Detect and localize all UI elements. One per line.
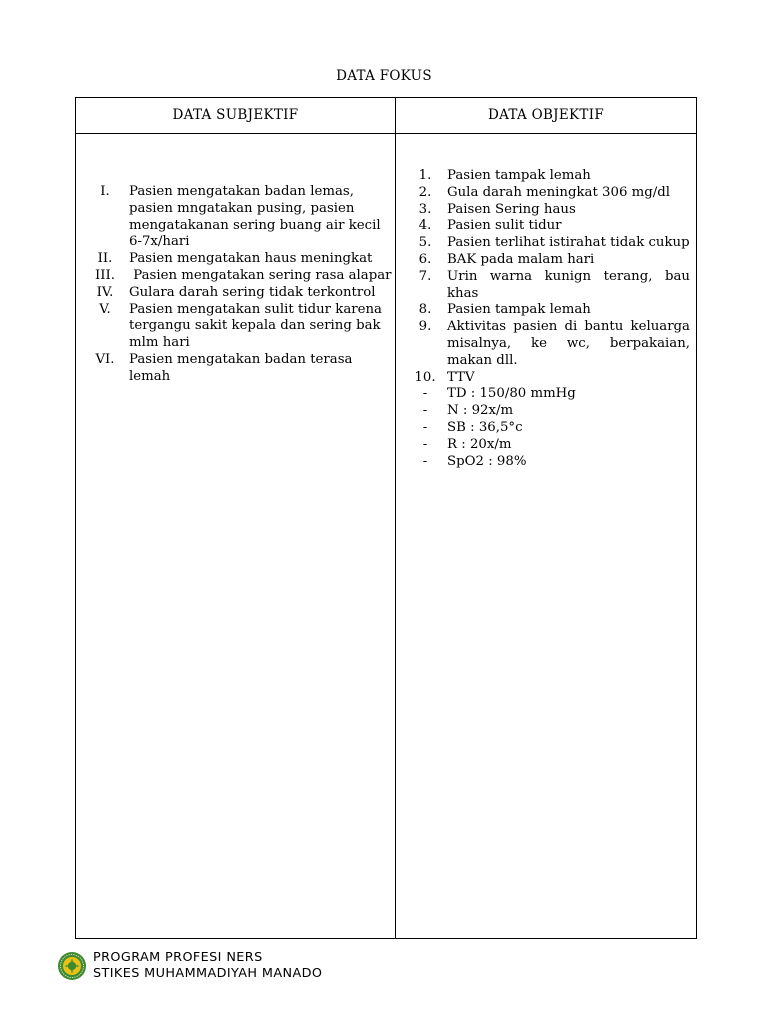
footer	[57, 949, 322, 983]
list-item-text: SB : 36,5°c	[447, 419, 523, 435]
list-item-text: Paisen Sering haus	[447, 201, 576, 217]
list-item-text: N : 92x/m	[447, 403, 514, 419]
list-item	[403, 302, 690, 319]
list-item	[403, 235, 690, 252]
list-item	[403, 386, 690, 403]
column-divider	[395, 98, 396, 938]
list-item-text: Pasien mengatakan haus meningkat	[129, 251, 373, 267]
list-item	[403, 202, 690, 219]
list-marker: 9.	[418, 319, 432, 335]
list-marker: III.	[95, 267, 115, 283]
list-marker: IV.	[96, 284, 114, 300]
list-item	[81, 302, 383, 352]
data-focus-table	[75, 97, 697, 939]
list-item	[403, 218, 690, 235]
list-marker: 1.	[418, 168, 432, 183]
list-marker: 7.	[418, 268, 432, 284]
list-item-text: TD : 150/80 mmHg	[447, 386, 576, 402]
list-item	[403, 403, 690, 420]
list-item-text: Pasien terlihat istirahat tidak cukup	[447, 235, 690, 251]
list-item	[81, 184, 383, 251]
list-item	[403, 437, 690, 454]
list-item-text: Aktivitas pasien di bantu keluarga misalnya, ke wc, berpakaian, makan dll.	[447, 319, 690, 368]
list-item	[81, 267, 392, 285]
list-item	[403, 454, 690, 471]
list-item-text: SpO2 : 98%	[447, 453, 527, 469]
list-item	[403, 185, 690, 202]
list-marker: VI.	[95, 351, 115, 367]
list-marker: -	[422, 453, 428, 469]
list-marker: 10.	[414, 369, 436, 385]
list-marker: 4.	[418, 218, 432, 234]
list-item-text: R : 20x/m	[447, 436, 512, 452]
list-marker: -	[422, 436, 428, 452]
list-item	[403, 252, 690, 269]
list-marker: II.	[97, 251, 113, 267]
list-marker: 3.	[418, 201, 432, 217]
list-marker: V.	[99, 301, 111, 317]
list-item-text: Pasien mengatakan badan lemas, pasien mngatakan pusing, pasien mengatakanan sering buang air kecil 6-7x/hari	[129, 184, 381, 250]
program-name: PROGRAM PROFESI NERS	[93, 950, 263, 965]
list-item	[403, 319, 690, 369]
list-marker: 2.	[418, 184, 432, 200]
list-item-text: Urin warna kunign terang, bau khas	[447, 268, 690, 301]
list-item	[81, 352, 383, 386]
list-marker: 8.	[418, 302, 432, 318]
list-marker: -	[422, 386, 428, 402]
list-marker: -	[422, 419, 428, 435]
objective-list	[403, 168, 690, 470]
institution-name: STIKES MUHAMMADIYAH MANADO	[93, 966, 323, 981]
list-item-text: BAK pada malam hari	[447, 251, 595, 267]
page-title: DATA FOKUS	[336, 68, 432, 84]
subjective-column-header: DATA SUBJEKTIF	[172, 107, 299, 123]
objective-column-header: DATA OBJEKTIF	[487, 107, 605, 123]
list-item-text: Pasien sulit tidur	[447, 218, 562, 234]
list-item-text: Pasien tampak lemah	[447, 168, 591, 183]
list-item-text: Gulara darah sering tidak terkontrol	[129, 284, 376, 300]
list-marker: I.	[100, 184, 110, 199]
list-item-text: Pasien mengatakan sering rasa alapar	[129, 267, 392, 283]
list-marker: 5.	[418, 235, 432, 251]
list-item	[81, 251, 383, 268]
header-divider	[76, 133, 696, 134]
list-item-text: Gula darah meningkat 306 mg/dl	[447, 184, 671, 200]
list-item	[403, 168, 690, 185]
list-item-text: TTV	[447, 369, 475, 385]
list-item-text: Pasien mengatakan badan terasa lemah	[129, 351, 353, 384]
list-item-text: Pasien tampak lemah	[447, 302, 591, 318]
list-marker: -	[422, 403, 428, 419]
list-item	[403, 420, 690, 437]
subjective-list	[81, 184, 392, 386]
list-item-text: Pasien mengatakan sulit tidur karena tergangu sakit kepala dan sering bak mlm hari	[129, 301, 382, 351]
footer-text	[93, 950, 322, 982]
list-item	[403, 370, 690, 387]
institution-emblem-icon	[57, 951, 87, 981]
list-item	[403, 269, 690, 303]
list-marker: 6.	[418, 251, 432, 267]
list-item	[81, 285, 383, 302]
